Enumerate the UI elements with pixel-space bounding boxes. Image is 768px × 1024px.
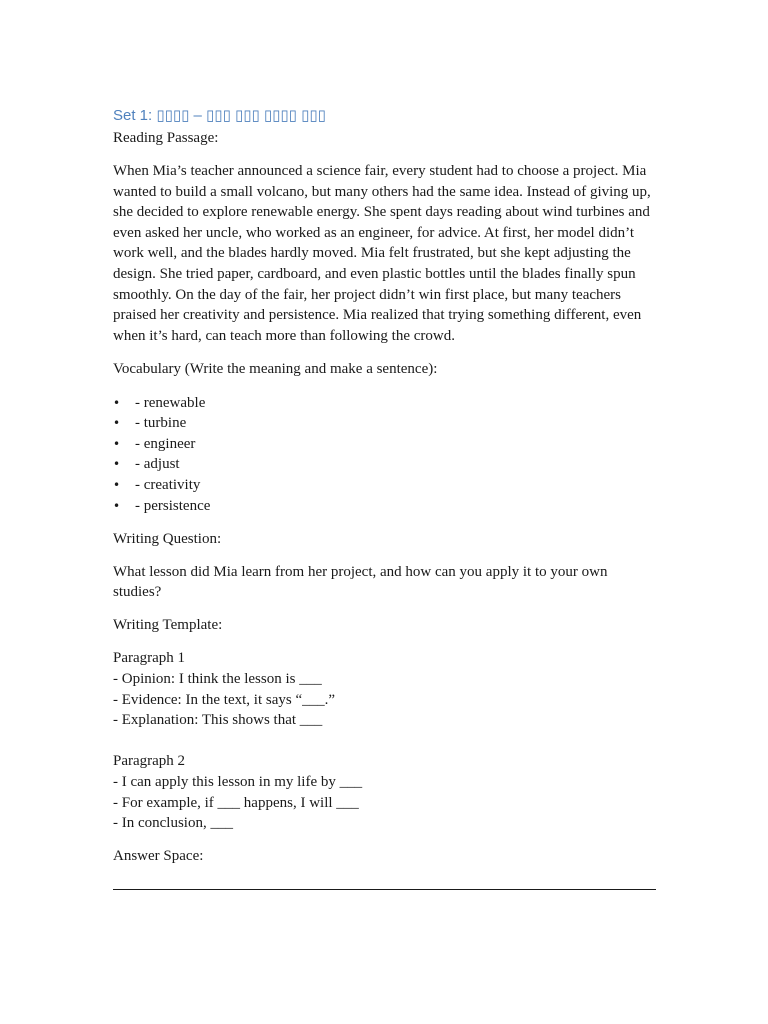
vocabulary-item: • - persistence: [113, 496, 658, 517]
template-line: - Opinion: I think the lesson is ___: [113, 671, 322, 688]
vocabulary-item: • - creativity: [113, 475, 658, 496]
template-line: - Explanation: This shows that ___: [113, 712, 323, 729]
vocabulary-item: • - engineer: [113, 434, 658, 455]
bullet-icon: •: [113, 416, 121, 431]
writing-question-label: Writing Question:: [113, 530, 222, 547]
writing-template-label: Writing Template:: [113, 617, 223, 634]
template-line: - Evidence: In the text, it says “___.”: [113, 691, 336, 708]
template-line: - In conclusion, ___: [113, 815, 233, 832]
paragraph-2-heading: Paragraph 2: [113, 753, 186, 770]
reading-passage-label: Reading Passage:: [113, 130, 219, 146]
answer-line[interactable]: [113, 873, 656, 890]
answer-space-label: Answer Space:: [113, 848, 204, 865]
bullet-icon: •: [113, 395, 121, 410]
document-content: [113, 106, 658, 890]
vocabulary-item: • - renewable: [113, 393, 658, 414]
paragraph-1-template: [113, 648, 658, 730]
set-title: Set 1: ▯▯▯▯ – ▯▯▯ ▯▯▯ ▯▯▯▯ ▯▯▯: [113, 107, 326, 124]
vocabulary-item: • - turbine: [113, 413, 658, 434]
template-line: - For example, if ___ happens, I will ___: [113, 794, 359, 811]
paragraph-2-template: [113, 751, 658, 833]
vocabulary-label: Vocabulary (Write the meaning and make a sentence):: [113, 361, 438, 378]
bullet-icon: •: [113, 498, 121, 513]
template-line: - I can apply this lesson in my life by ___: [113, 774, 363, 791]
bullet-icon: •: [113, 436, 121, 451]
vocabulary-item: • - adjust: [113, 454, 658, 475]
reading-passage: When Mia’s teacher announced a science fair, every student had to choose a project. Mia wanted to build a small volcano, but many others had the same idea. Instead of giving up, she decided to explore renewable energy. She spent days reading about wind turbines and even asked her uncle, who worked as an engineer, for advice. At first, her model didn’t work well, and the blades hardly moved. Mia felt frustrated, but she kept adjusting the design. She tried paper, cardboard, and even plastic bottles until the blades finally spun smoothly. On the day of the fair, her project didn’t win first place, but many teachers praised her creativity and persistence. Mia realized that trying something different, even when it’s hard, can teach more than following the crowd.: [113, 163, 651, 344]
bullet-icon: •: [113, 457, 121, 472]
bullet-icon: •: [113, 477, 121, 492]
writing-question: What lesson did Mia learn from her project, and how can you apply it to your own studies?: [113, 563, 608, 601]
paragraph-1-heading: Paragraph 1: [113, 650, 186, 667]
vocabulary-list: [113, 393, 658, 517]
